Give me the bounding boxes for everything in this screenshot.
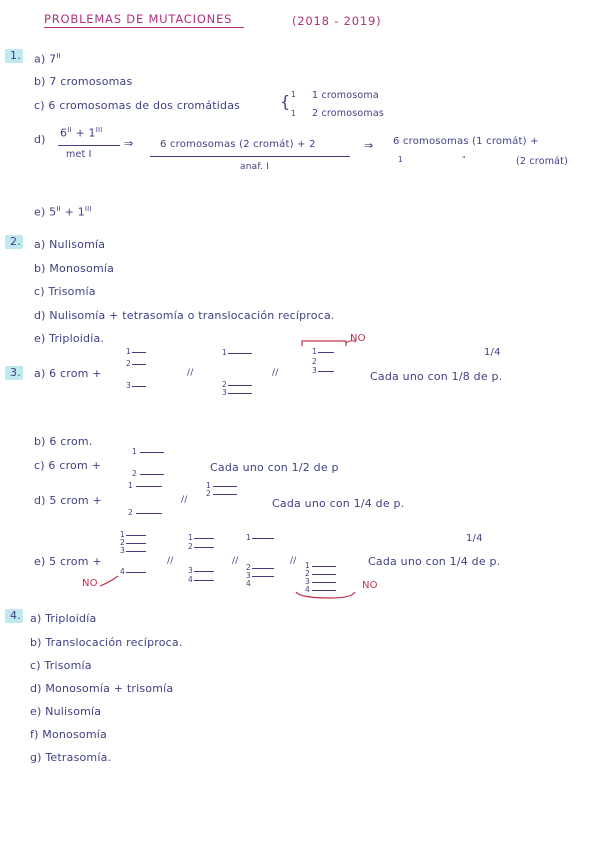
p3-a-s2-2: 2 — [222, 380, 227, 389]
p3-e-s1-3: 3 — [120, 546, 125, 555]
p1-c: c) 6 cromosomas de dos cromátidas — [34, 99, 241, 112]
p3-a-s3-1: 1 — [312, 347, 317, 356]
p3-d-sep: // — [181, 495, 188, 505]
p1-d-right-2a: 1 — [398, 155, 403, 164]
p3-b: b) 6 crom. — [34, 435, 93, 448]
p2-d: d) Nulisomía + tetrasomía o translocación recíproca. — [34, 309, 335, 322]
p3-e-s1-1: 1 — [120, 530, 125, 539]
p3-e-no-left: NO — [82, 578, 98, 589]
p2-e: e) Triploidía. — [34, 332, 105, 345]
p1-d-mid: + 1 — [75, 126, 96, 140]
problem-3-number: 3. — [10, 366, 21, 379]
p1-d-sup1: II — [67, 126, 72, 134]
p3-e-s4-1: 1 — [305, 561, 310, 570]
p1-d-arrow-2: ⇒ — [364, 139, 374, 152]
p1-e-mid: + 1 — [64, 205, 85, 219]
p3-e-sep-1: // — [167, 556, 174, 566]
p4-a: a) Triploidía — [30, 612, 97, 625]
p1-c-brace-1: 1 cromosoma — [312, 90, 379, 101]
p3-a-text: Cada uno con 1/8 de p. — [370, 370, 503, 383]
p3-a-s2-1: 1 — [222, 348, 227, 357]
p3-c-s-1: 1 — [132, 447, 137, 456]
p4-g: g) Tetrasomía. — [30, 751, 112, 764]
p1-c-brace-prefix-2: 1 — [291, 109, 296, 118]
p3-e-s1-4: 4 — [120, 567, 125, 576]
p3-a: a) 6 crom + — [34, 367, 102, 380]
p3-e-s3-1: 1 — [246, 533, 251, 542]
p1-c-brace-2: 2 cromosomas — [312, 108, 385, 119]
p3-e-frac-note: 1/4 — [466, 533, 483, 544]
p3-e-s4-3: 3 — [305, 577, 310, 586]
p3-e-s4-2: 2 — [305, 569, 310, 578]
p3-d-s2-1: 1 — [206, 481, 211, 490]
p3-a-sep-2: // — [272, 368, 279, 378]
p3-d-s1-2: 2 — [128, 508, 133, 517]
p1-c-brace: { — [280, 92, 291, 111]
p2-a: a) Nulisomía — [34, 238, 106, 251]
p1-e-sup2: III — [84, 205, 92, 213]
p3-e-s2-1: 1 — [188, 533, 193, 542]
p1-b: b) 7 cromosomas — [34, 75, 133, 88]
p2-b: b) Monosomía — [34, 262, 115, 275]
p2-no-mark: NO — [350, 333, 366, 344]
p3-d-s1-1: 1 — [128, 481, 133, 490]
p3-a-s3-2: 2 — [312, 357, 317, 366]
p3-c-text: Cada uno con 1/2 de p — [210, 461, 339, 474]
p3-a-frac-note: 1/4 — [484, 347, 501, 358]
problem-4-number: 4. — [10, 609, 21, 622]
p4-d: d) Monosomía + trisomía — [30, 682, 174, 695]
p3-e-sep-2: // — [232, 556, 239, 566]
p3-e-s2-4: 4 — [188, 575, 193, 584]
p3-e-text: Cada uno con 1/4 de p. — [368, 555, 501, 568]
p3-d-s2-2: 2 — [206, 489, 211, 498]
problem-2-number: 2. — [10, 235, 21, 248]
p3-e: e) 5 crom + — [34, 555, 102, 568]
p3-a-s1-3: 3 — [126, 381, 131, 390]
p1-d-right-1: 6 cromosomas (1 cromát) + — [393, 136, 539, 147]
p3-e-s3-4: 4 — [246, 579, 251, 588]
p1-e-text: e) 5 — [34, 205, 57, 219]
p4-c: c) Trisomía — [30, 659, 92, 672]
p1-d-label: d) — [34, 133, 46, 146]
p2-c: c) Trisomía — [34, 285, 96, 298]
p3-e-s3-3: 3 — [246, 571, 251, 580]
problem-1-number: 1. — [10, 49, 21, 62]
p4-b: b) Translocación recíproca. — [30, 636, 183, 649]
p1-d-num: 6 — [60, 126, 68, 140]
p1-d-center: 6 cromosomas (2 cromát) + 2 — [160, 139, 316, 150]
p3-a-s3-3: 3 — [312, 366, 317, 375]
p1-d-center-den: anaf. I — [240, 162, 270, 172]
p3-a-s2-3: 3 — [222, 388, 227, 397]
school-year: (2018 - 2019) — [292, 14, 382, 28]
p3-a-sep-1: // — [187, 368, 194, 378]
p1-d-sup2: III — [95, 126, 103, 134]
p3-e-s4-4: 4 — [305, 585, 310, 594]
p1-d-right-2b: " — [462, 155, 466, 164]
p1-e-sup1: II — [56, 205, 61, 213]
p3-e-s3-2: 2 — [246, 563, 251, 572]
p1-d-right-2c: (2 cromát) — [516, 156, 569, 167]
p3-c-s-2: 2 — [132, 469, 137, 478]
page-title: PROBLEMAS DE MUTACIONES — [44, 12, 233, 26]
p1-a-text: a) 7 — [34, 52, 57, 66]
p4-e: e) Nulisomía — [30, 705, 102, 718]
p4-f: f) Monosomía — [30, 728, 107, 741]
p3-e-s2-2: 2 — [188, 542, 193, 551]
p1-d-denominator: met I — [66, 149, 92, 160]
p3-c: c) 6 crom + — [34, 459, 102, 472]
p1-a-sup: II — [56, 52, 61, 60]
p3-d-text: Cada uno con 1/4 de p. — [272, 497, 405, 510]
p3-e-s2-3: 3 — [188, 566, 193, 575]
p3-a-s1-1: 1 — [126, 347, 131, 356]
p3-a-s1-2: 2 — [126, 359, 131, 368]
p3-e-sep-3: // — [290, 556, 297, 566]
p3-d: d) 5 crom + — [34, 494, 102, 507]
p3-e-s1-2: 2 — [120, 538, 125, 547]
p1-c-brace-prefix-1: 1 — [291, 90, 296, 99]
p3-e-no-right: NO — [362, 580, 378, 591]
p1-d-arrow-1: ⇒ — [124, 137, 134, 150]
